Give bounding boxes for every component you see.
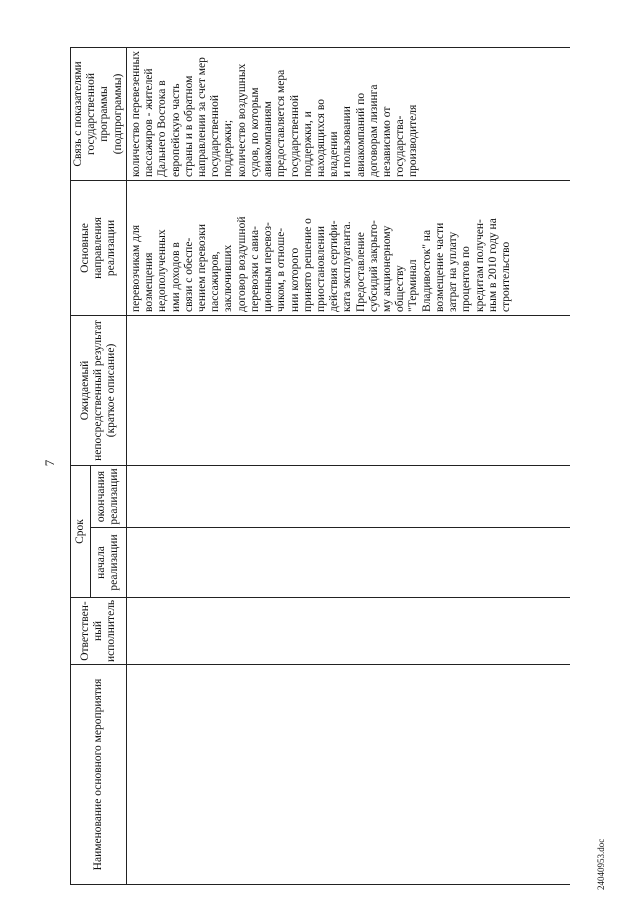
cell-result — [126, 315, 570, 465]
header-link: Связь с показателями государственной программы (подпрограммы) — [71, 47, 127, 180]
header-name: Наименование основного мероприятия — [71, 665, 127, 885]
header-term-end: окончания реализации — [90, 465, 126, 527]
cell-executor — [126, 598, 570, 665]
header-term-start: начала реализации — [90, 528, 126, 598]
document-id: 24040953.doc — [596, 838, 606, 890]
rotated-table-frame — [70, 48, 590, 885]
cell-link: количество перевезенных пассажиров - жителей Дальнего Востока в европейскую часть страны и в обратном направлении за счет мер государственной поддержки; количество воздушных судов, по которым авиакомпаниям предоставляется мера государственной поддержки, и находящихся во владении и пользовании авиакомпаний по договорам лизинга независимо от государства- производителя — [126, 47, 570, 180]
page-number: 7 — [42, 459, 57, 467]
program-table — [70, 47, 570, 885]
header-executor: Ответствен- ный исполнитель — [71, 598, 127, 665]
header-result: Ожидаемый непосредственный результат (краткое описание) — [71, 315, 127, 465]
cell-name — [126, 665, 570, 885]
cell-term-end — [126, 465, 570, 527]
header-directions: Основные направления реализации — [71, 180, 127, 315]
cell-term-start — [126, 528, 570, 598]
cell-directions: перевозчикам для возмещения недополученных ими доходов в связи с обеспе- чением перевозки пассажиров, заключивших договор воздушной перевозки с авиа- ционным перевоз- чиком, в отноше- нии которого принято решение о приостановлении действия сертифи- ката эксплуатанта. Предоставление субсидий закрыто- му акционерному обществу "Терминал Владивосток" на возмещение части затрат на уплату процентов по кредитам получен- ным в 2010 году на строительство — [126, 180, 570, 315]
header-term: Срок — [71, 465, 91, 597]
table-row — [126, 47, 570, 884]
